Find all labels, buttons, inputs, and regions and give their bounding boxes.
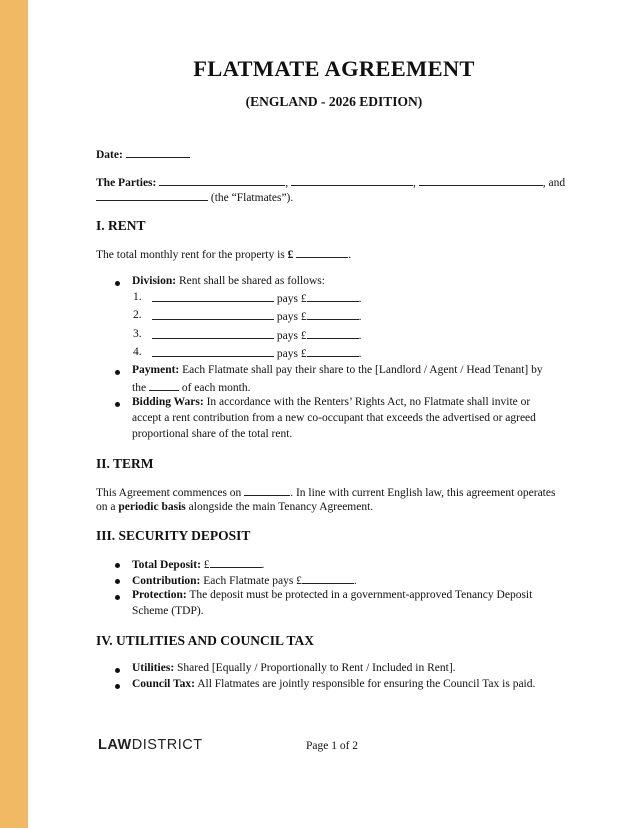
row-period: . — [358, 311, 362, 323]
bullet-icon — [115, 402, 120, 407]
term-text: This Agreement commences on — [96, 487, 242, 499]
division-row-number: 3. — [133, 328, 142, 340]
division-row — [152, 309, 361, 323]
party-1-blank[interactable] — [159, 175, 285, 186]
section-3-heading: III. SECURITY DEPOSIT — [96, 528, 251, 543]
total-rent-blank[interactable] — [296, 247, 348, 258]
total-deposit-label: Total Deposit: — [132, 559, 201, 571]
deposit-period: . — [261, 559, 265, 571]
council-tax-item — [132, 678, 535, 690]
parties-line — [96, 175, 565, 189]
council-tax-label: Council Tax: — [132, 678, 195, 690]
rent-intro-text: The total monthly rent for the property is — [96, 249, 285, 261]
pays-label: pays £ — [276, 330, 307, 342]
date-line — [96, 147, 190, 161]
pays-label: pays £ — [276, 293, 307, 305]
section-4-heading: IV. UTILITIES AND COUNCIL TAX — [96, 633, 314, 648]
total-deposit-item — [132, 557, 264, 571]
council-tax-text: All Flatmates are jointly responsible for ensuring the Council Tax is paid. — [197, 678, 536, 690]
contribution-period: . — [353, 575, 357, 587]
flatmates-definition: (the “Flatmates”). — [210, 192, 294, 204]
utilities-item — [132, 662, 456, 674]
bidding-item — [132, 396, 530, 408]
bullet-icon — [115, 563, 120, 568]
payment-text-end: of each month. — [181, 382, 251, 394]
bullet-icon — [115, 684, 120, 689]
protection-text-line-2: Scheme (TDP). — [132, 605, 204, 617]
payment-day-blank[interactable] — [149, 380, 179, 391]
date-label: Date: — [96, 149, 123, 161]
document-title: FLATMATE AGREEMENT — [193, 56, 475, 81]
bullet-icon — [115, 579, 120, 584]
parties-comma: , — [285, 177, 289, 189]
division-row-number: 2. — [133, 309, 142, 321]
logo-law: LAW — [98, 737, 132, 753]
division-row — [152, 328, 361, 342]
payment-item-line-2 — [132, 380, 250, 394]
flatmate-name-blank[interactable] — [152, 346, 274, 357]
bidding-text-line-3: proportional share of the total rent. — [132, 428, 293, 440]
bidding-text-line-2: accept a rent contribution from a new co-occupant that exceeds the advertised or agreed — [132, 412, 536, 424]
rent-period: . — [348, 249, 352, 261]
logo-district: DISTRICT — [131, 737, 203, 753]
term-line-1 — [96, 485, 555, 499]
utilities-text: Shared [Equally / Proportionally to Rent / Included in Rent]. — [177, 662, 456, 674]
protection-label: Protection: — [132, 589, 187, 601]
division-label: Division: — [132, 275, 177, 287]
document-subtitle: (ENGLAND - 2026 EDITION) — [245, 94, 423, 109]
term-text-on-a: on a — [96, 501, 116, 513]
bullet-icon — [115, 370, 120, 375]
commencement-date-blank[interactable] — [244, 485, 290, 496]
payment-text-the: the — [132, 382, 147, 394]
flatmate-name-blank[interactable] — [152, 291, 274, 302]
division-row-number: 1. — [133, 291, 142, 303]
flatmate-name-blank[interactable] — [152, 328, 274, 339]
term-text-end: alongside the main Tenancy Agreement. — [188, 501, 374, 513]
pays-label: pays £ — [276, 348, 307, 360]
row-period: . — [358, 293, 362, 305]
rent-currency: £ — [287, 249, 294, 261]
term-text-cont: . In line with current English law, this agreement operates — [290, 487, 556, 499]
contribution-text: Each Flatmate pays £ — [203, 575, 302, 587]
bullet-icon — [115, 595, 120, 600]
bidding-text: In accordance with the Renters’ Rights Act, no Flatmate shall invite or — [206, 396, 531, 408]
protection-item — [132, 589, 532, 601]
flatmate-name-blank[interactable] — [152, 309, 274, 320]
total-deposit-currency: £ — [203, 559, 210, 571]
utilities-label: Utilities: — [132, 662, 175, 674]
division-item — [132, 275, 325, 287]
page-number: Page 1 of 2 — [306, 740, 359, 752]
parties-label: The Parties: — [96, 177, 157, 189]
parties-and: , and — [542, 177, 566, 189]
share-amount-blank[interactable] — [307, 309, 359, 320]
parties-line-2 — [96, 190, 293, 204]
share-amount-blank[interactable] — [307, 346, 359, 357]
payment-label: Payment: — [132, 364, 180, 376]
lawdistrict-logo — [98, 737, 203, 753]
date-blank[interactable] — [126, 147, 190, 158]
side-stripe — [0, 0, 28, 828]
section-2-heading: II. TERM — [96, 456, 154, 471]
pays-label: pays £ — [276, 311, 307, 323]
payment-text: Each Flatmate shall pay their share to the [Landlord / Agent / Head Tenant] by — [182, 364, 543, 376]
division-row-number: 4. — [133, 346, 142, 358]
row-period: . — [358, 330, 362, 342]
party-2-blank[interactable] — [291, 175, 413, 186]
rent-intro — [96, 247, 351, 261]
document-page — [28, 0, 640, 828]
division-text: Rent shall be shared as follows: — [178, 275, 325, 287]
division-row — [152, 291, 361, 305]
term-periodic-basis: periodic basis — [118, 501, 186, 513]
contribution-blank[interactable] — [302, 573, 354, 584]
total-deposit-blank[interactable] — [210, 557, 262, 568]
term-line-2 — [96, 501, 373, 513]
contribution-item — [132, 573, 357, 587]
division-row — [152, 346, 361, 360]
parties-comma: , — [412, 177, 416, 189]
section-1-heading: I. RENT — [96, 218, 146, 233]
bullet-icon — [115, 668, 120, 673]
share-amount-blank[interactable] — [307, 291, 359, 302]
bidding-label: Bidding Wars: — [132, 396, 204, 408]
payment-item — [132, 364, 543, 376]
bullet-icon — [115, 281, 120, 286]
row-period: . — [358, 348, 362, 360]
share-amount-blank[interactable] — [307, 328, 359, 339]
contribution-label: Contribution: — [132, 575, 201, 587]
party-3-blank[interactable] — [419, 175, 543, 186]
party-4-blank[interactable] — [96, 190, 208, 201]
protection-text: The deposit must be protected in a government-approved Tenancy Deposit — [189, 589, 533, 601]
